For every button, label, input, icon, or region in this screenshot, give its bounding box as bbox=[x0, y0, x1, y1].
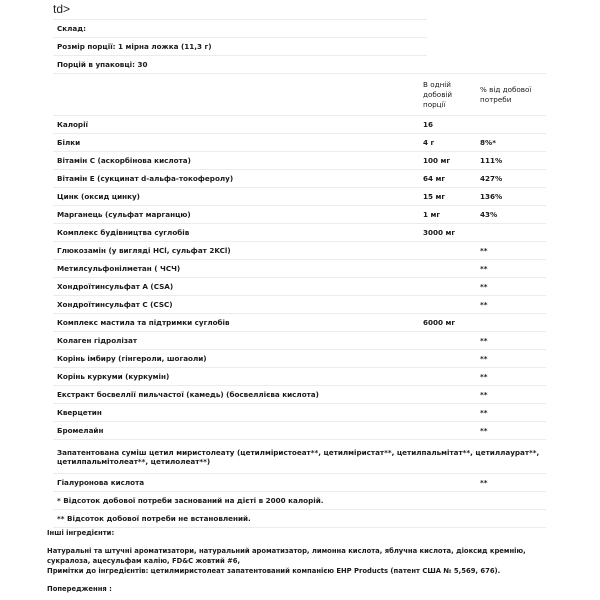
table-row bbox=[53, 116, 546, 134]
other-ingredients-section bbox=[47, 528, 567, 594]
nutrient-name: Цинк (оксид цинку) bbox=[53, 188, 419, 206]
nutrient-dv: 427% bbox=[476, 170, 546, 188]
nutrient-dv: ** bbox=[476, 368, 546, 386]
table-row bbox=[53, 152, 546, 170]
footnote-row bbox=[53, 492, 546, 510]
nutrient-dv: ** bbox=[476, 474, 546, 492]
nutrient-amount: 64 мг bbox=[419, 170, 476, 188]
footnote-row bbox=[53, 510, 546, 528]
table-row bbox=[53, 206, 546, 224]
table-row bbox=[53, 440, 546, 474]
nutrient-amount bbox=[419, 296, 476, 314]
table-row bbox=[53, 368, 546, 386]
nutrient-amount bbox=[419, 368, 476, 386]
nutrient-name: Метилсульфонілметан ( ЧСЧ) bbox=[53, 260, 419, 278]
ingredient-notes: Примітки до інгредієнтів: цетилмиристолеат запатентований компанією EHP Products (патент США № 5,569, 676). bbox=[47, 567, 501, 575]
table-row bbox=[53, 134, 546, 152]
stray-markup-text: td> bbox=[53, 2, 71, 16]
nutrient-name: Корінь імбиру (гінгероли, шогаоли) bbox=[53, 350, 419, 368]
nutrient-name: Білки bbox=[53, 134, 419, 152]
nutrient-name: Екстракт босвеллії пильчастої (камедь) (босвеллієва кислота) bbox=[53, 386, 419, 404]
nutrient-amount bbox=[419, 242, 476, 260]
table-row bbox=[53, 56, 427, 74]
nutrient-name: Вітамін C (аскорбінова кислота) bbox=[53, 152, 419, 170]
table-row bbox=[53, 404, 546, 422]
nutrient-name: Марганець (сульфат марганцю) bbox=[53, 206, 419, 224]
header-name bbox=[53, 74, 419, 116]
nutrient-amount: 6000 мг bbox=[419, 314, 476, 332]
table-row bbox=[53, 242, 546, 260]
nutrient-name: Корінь куркуми (куркумін) bbox=[53, 368, 419, 386]
nutrient-amount: 100 мг bbox=[419, 152, 476, 170]
nutrient-dv: ** bbox=[476, 296, 546, 314]
table-row bbox=[53, 332, 546, 350]
footnote-daily-value: * Відсоток добової потреби заснований на дієті в 2000 калорій. bbox=[53, 492, 546, 510]
servings-per-container: Порцій в упаковці: 30 bbox=[53, 56, 427, 74]
nutrient-name: Вітамін E (сукцинат d-альфа-токоферолу) bbox=[53, 170, 419, 188]
serving-size: Розмір порції: 1 мірна ложка (11,3 г) bbox=[53, 38, 427, 56]
nutrient-name: Комплекс мастила та підтримки суглобів bbox=[53, 314, 419, 332]
nutrient-dv: ** bbox=[476, 260, 546, 278]
other-ingredients-text: Натуральні та штучні ароматизатори, натуральний ароматизатор, лимонна кислота, яблучна кислота, діоксид кремнію, сукралоза, ацесульфам калію, FD&C жовтий #6, bbox=[47, 547, 526, 565]
header-daily-value: % від добової потреби bbox=[476, 74, 546, 116]
nutrient-dv bbox=[476, 116, 546, 134]
nutrient-dv: ** bbox=[476, 404, 546, 422]
nutrient-dv: ** bbox=[476, 386, 546, 404]
nutrient-dv: 43% bbox=[476, 206, 546, 224]
nutrient-amount: 16 bbox=[419, 116, 476, 134]
nutrient-dv bbox=[476, 314, 546, 332]
nutrient-name: Колаген гідролізат bbox=[53, 332, 419, 350]
table-row bbox=[53, 188, 546, 206]
nutrition-table bbox=[53, 73, 546, 528]
nutrient-name: Глюкозамін (у вигляді HCl, сульфат 2KCl) bbox=[53, 242, 419, 260]
nutrient-name: Запатентована суміш цетил миристолеату (цетилміристоеат**, цетилміристат**, цетилпальмітат**, цетиллаурат**, цетилпальмітолеат**, цетилолеат**) bbox=[53, 440, 546, 474]
table-row bbox=[53, 278, 546, 296]
nutrient-amount bbox=[419, 278, 476, 296]
nutrient-dv: ** bbox=[476, 332, 546, 350]
table-row bbox=[53, 260, 546, 278]
nutrient-dv: 8%* bbox=[476, 134, 546, 152]
other-ingredients-label: Інші інгредієнти: bbox=[47, 529, 115, 537]
nutrient-dv: 136% bbox=[476, 188, 546, 206]
warnings-label: Попередження : bbox=[47, 585, 112, 593]
nutrient-name: Хондроїтинсульфат A (CSA) bbox=[53, 278, 419, 296]
table-header-row bbox=[53, 74, 546, 116]
table-row bbox=[53, 38, 427, 56]
nutrient-amount bbox=[419, 350, 476, 368]
header-per-serving: В одній добовій порції bbox=[419, 74, 476, 116]
nutrient-amount: 3000 мг bbox=[419, 224, 476, 242]
footnote-not-established: ** Відсоток добової потреби не встановлений. bbox=[53, 510, 546, 528]
nutrient-dv: ** bbox=[476, 350, 546, 368]
nutrient-dv: 111% bbox=[476, 152, 546, 170]
nutrient-amount bbox=[419, 404, 476, 422]
nutrient-dv bbox=[476, 224, 546, 242]
nutrient-amount bbox=[419, 474, 476, 492]
table-row bbox=[53, 422, 546, 440]
nutrient-name: Бромелайн bbox=[53, 422, 419, 440]
table-row bbox=[53, 386, 546, 404]
nutrient-amount bbox=[419, 386, 476, 404]
composition-table bbox=[53, 19, 427, 74]
nutrient-name: Комплекс будівництва суглобів bbox=[53, 224, 419, 242]
nutrient-name: Калорії bbox=[53, 116, 419, 134]
nutrient-dv: ** bbox=[476, 422, 546, 440]
nutrient-amount bbox=[419, 260, 476, 278]
nutrient-dv: ** bbox=[476, 242, 546, 260]
nutrient-name: Кверцетин bbox=[53, 404, 419, 422]
nutrient-amount bbox=[419, 332, 476, 350]
nutrient-dv: ** bbox=[476, 278, 546, 296]
table-row bbox=[53, 314, 546, 332]
nutrient-amount bbox=[419, 422, 476, 440]
table-row bbox=[53, 350, 546, 368]
table-row bbox=[53, 224, 546, 242]
nutrient-name: Хондроїтинсульфат C (CSC) bbox=[53, 296, 419, 314]
nutrient-amount: 1 мг bbox=[419, 206, 476, 224]
composition-label: Склад: bbox=[53, 20, 427, 38]
nutrient-amount: 4 г bbox=[419, 134, 476, 152]
table-row bbox=[53, 20, 427, 38]
nutrient-name: Гіалуронова кислота bbox=[53, 474, 419, 492]
table-row bbox=[53, 170, 546, 188]
nutrient-amount: 15 мг bbox=[419, 188, 476, 206]
table-row bbox=[53, 296, 546, 314]
table-row bbox=[53, 474, 546, 492]
